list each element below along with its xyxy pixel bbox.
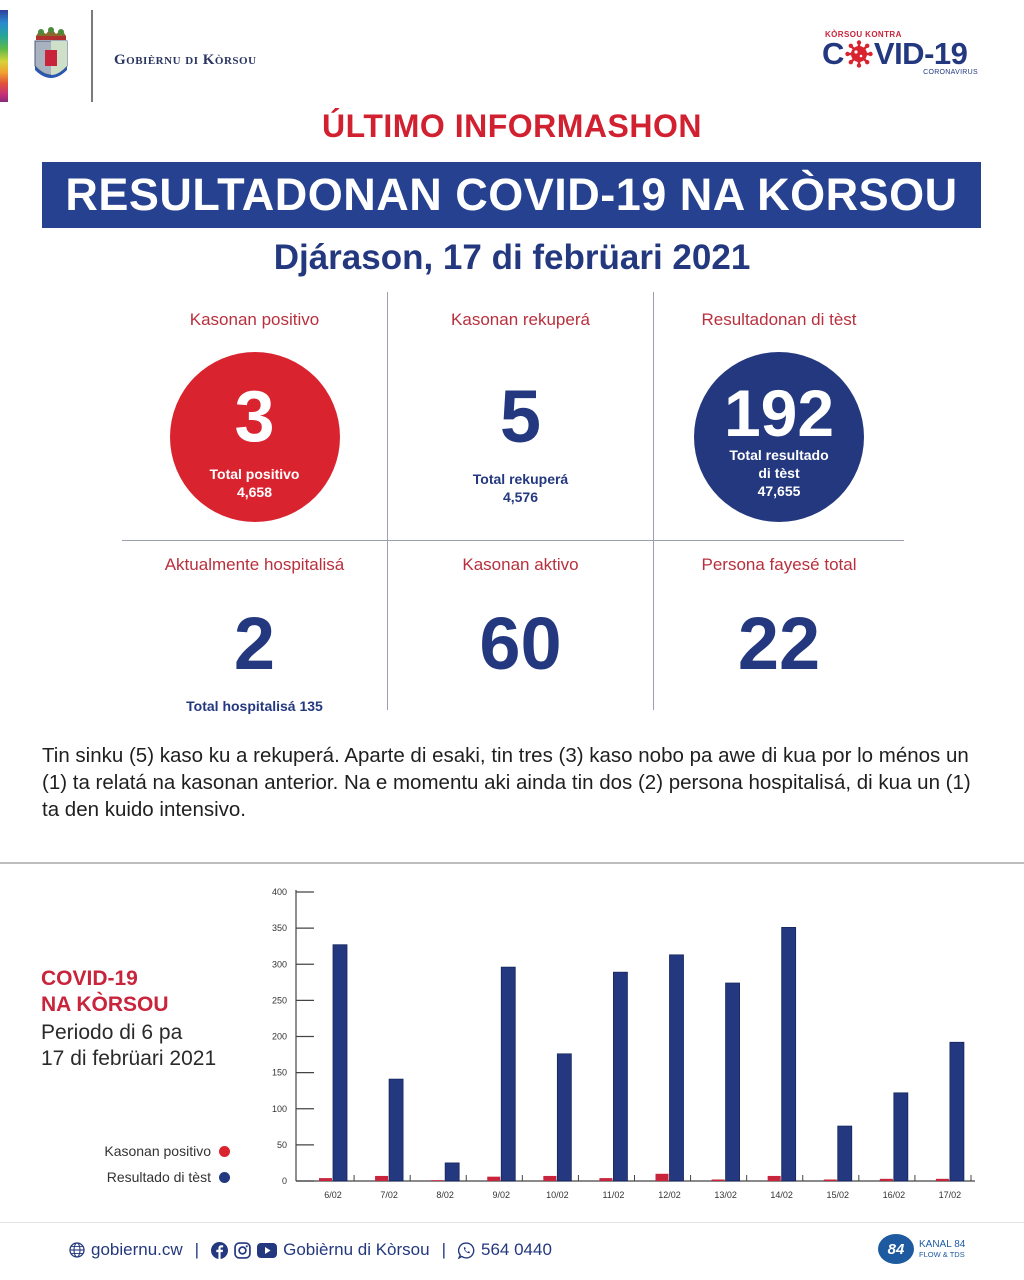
kicker-title: ÚLTIMO INFORMASHON [322,108,702,144]
footer-separator: | [441,1240,446,1259]
stat-value: 2 [233,602,276,685]
stat-label: Aktualmente hospitalisá [164,555,345,574]
y-tick-label: 300 [271,959,287,970]
chart-title-line2: NA KÒRSOU [41,993,169,1016]
stat-value: 5 [499,375,542,458]
x-tick-label: 8/02 [436,1190,454,1200]
stat-label: Kasonan positivo [189,310,320,329]
stat-value: 192 [723,376,835,450]
stat-sub-value: 47,655 [757,483,801,499]
stat-label: Resultadonan di tèst [701,310,857,329]
bar-tests [838,1126,852,1181]
facebook-icon[interactable] [211,1242,228,1259]
instagram-icon[interactable] [234,1242,251,1259]
bar-positive [712,1180,725,1182]
legend-label: Resultado di tèst [106,1169,211,1185]
campaign-vid19: VID-19 [873,36,968,71]
chart-subtitle-line2: 17 di febrüari 2021 [41,1047,217,1070]
bar-positive [768,1176,781,1181]
banner-title: RESULTADONAN COVID-19 NA KÒRSOU [42,162,981,228]
stat-label: Persona fayesé total [701,555,857,574]
bar-tests [950,1042,964,1181]
bar-tests [613,972,627,1181]
bar-tests [894,1093,908,1181]
stat-sub-value: 4,576 [502,489,539,505]
bar-positive [880,1179,893,1181]
bar-tests [670,955,684,1181]
campaign-top-text: KÒRSOU KONTRA [825,30,902,39]
bar-positive [824,1180,837,1182]
campaign-c: C [822,36,844,71]
bar-positive [487,1177,500,1181]
stat-sub-label-2: di tèst [758,465,800,481]
whatsapp-icon [458,1242,475,1259]
x-tick-label: 6/02 [324,1190,342,1200]
stat-label: Kasonan aktivo [462,555,579,574]
x-tick-label: 14/02 [770,1190,793,1200]
chart-title-line1: COVID-19 [41,967,138,990]
kanal84-badge: 84 [878,1234,914,1264]
footer [68,1240,552,1260]
stat-sub-label: Total resultado [729,447,829,463]
report-date: Djárason, 17 di febrüari 2021 [273,238,751,277]
x-tick-label: 15/02 [826,1190,850,1200]
summary-paragraph: Tin sinku (5) kaso ku a rekuperá. Aparte di esaki, tin tres (3) kaso nobo pa awe di kua por lo ménos un (1) ta relatá na kasonan anterior. Na e momentu aki ainda tin dos (2) persona hospitalisá, di kua un (1) ta den kuido intensivo. [42,744,971,821]
bar-tests [726,983,740,1181]
bar-positive [656,1174,669,1181]
stat-sub-label: Total positivo [209,466,300,482]
chart-subtitle-line1: Periodo di 6 pa [41,1021,183,1044]
bar-positive [319,1178,332,1181]
stat-sub-label: Total rekuperá [472,471,569,487]
x-tick-label: 13/02 [714,1190,737,1200]
bar-tests [557,1054,571,1181]
y-tick-label: 400 [271,887,287,897]
kanal84-name: KANAL 84 [919,1238,966,1250]
y-tick-label: 350 [271,923,287,934]
bar-positive [431,1180,444,1181]
y-tick-label: 100 [271,1103,287,1114]
stat-label: Kasonan rekuperá [451,310,590,329]
legend-label: Kasonan positivo [104,1143,211,1159]
x-tick-label: 10/02 [546,1190,569,1200]
stat-sub: Total hospitalisá 135 [186,698,323,714]
social-account-name[interactable]: Gobièrnu di Kòrsou [283,1240,430,1259]
bar-tests [333,945,347,1181]
stat-value: 3 [234,377,275,457]
kanal84-subtitle: FLOW & TDS [919,1249,965,1259]
y-tick-label: 250 [271,995,287,1006]
stat-sub-value: 4,658 [236,484,273,500]
youtube-icon[interactable] [257,1242,277,1259]
whatsapp-number[interactable]: 564 0440 [481,1240,552,1259]
y-tick-label: 50 [276,1139,287,1150]
stat-value: 60 [479,602,562,685]
bar-positive [599,1178,612,1181]
bar-tests [782,927,796,1181]
x-tick-label: 16/02 [882,1190,906,1200]
bar-tests [501,967,515,1181]
kanal84-logo [878,1234,965,1264]
x-tick-label: 7/02 [380,1190,398,1200]
government-name: Gobièrnu di Kòrsou [114,52,257,68]
footer-separator: | [194,1240,200,1259]
campaign-bottom-text: CORONAVIRUS [923,69,978,76]
footer-divider [0,1222,1024,1223]
y-tick-label: 200 [271,1031,287,1042]
x-tick-label: 17/02 [938,1190,962,1200]
bar-positive [936,1179,949,1181]
y-tick-label: 0 [281,1176,287,1186]
website-link[interactable]: gobiernu.cw [91,1240,183,1259]
y-tick-label: 150 [271,1067,287,1078]
bar-positive [375,1176,388,1181]
bar-positive [543,1176,556,1181]
bar-tests [445,1163,459,1181]
bar-tests [389,1079,403,1181]
x-tick-label: 9/02 [492,1190,511,1200]
x-tick-label: 12/02 [658,1190,681,1200]
globe-icon [68,1242,85,1259]
stat-value: 22 [737,602,821,685]
x-tick-label: 11/02 [602,1190,625,1200]
